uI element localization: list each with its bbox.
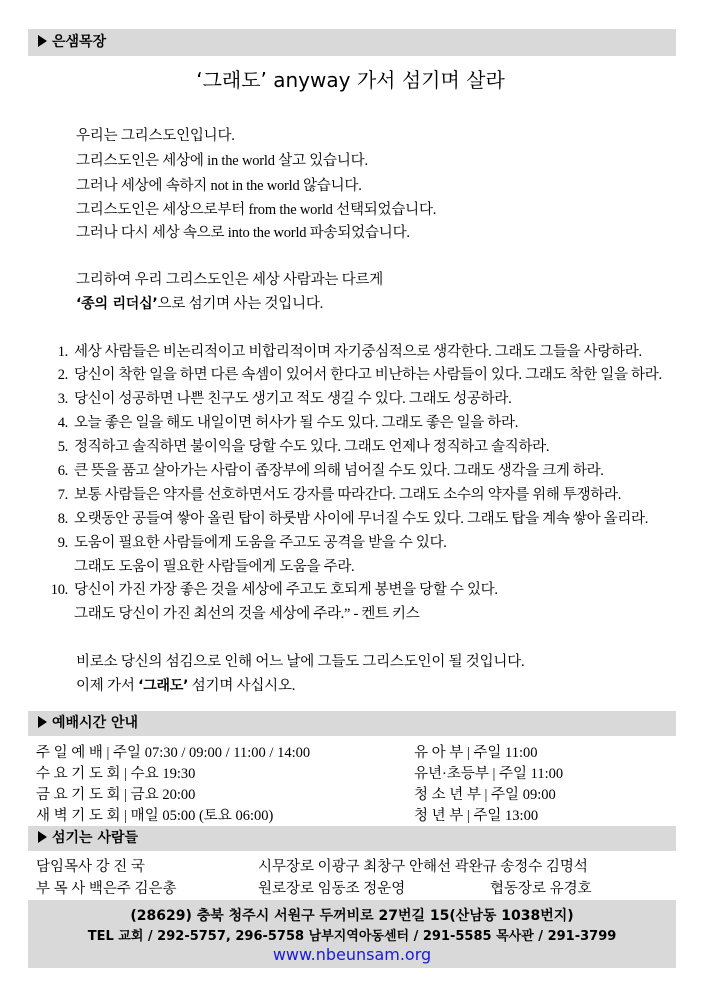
- list-number: 5.: [57, 439, 68, 455]
- anyway-bold: ‘그래도’: [138, 678, 189, 694]
- section-header-label: 예배시간 안내: [52, 715, 139, 731]
- triangle-bullet-icon: [38, 716, 47, 728]
- worship-young-adult: 청 년 부 | 주일 13:00: [414, 808, 539, 824]
- servant-leadership-bold: ‘종의 리더십’: [76, 296, 158, 312]
- list-number: 1.: [57, 344, 68, 360]
- worship-infant: 유 아 부 | 주일 11:00: [414, 745, 538, 761]
- section-header-worship: [28, 711, 676, 736]
- closing-line-1: 비로소 당신의 섬김으로 인해 어느 날에 그들도 그리스도인이 될 것입니다.: [76, 654, 525, 670]
- list-number: 8.: [57, 511, 68, 527]
- list-number: 7.: [57, 487, 68, 503]
- list-text: 당신이 착한 일을 하면 다른 속셈이 있어서 한다고 비난하는 사람들이 있다. 그래도 착한 일을 하라.: [74, 367, 662, 383]
- list-text: 도움이 필요한 사람들에게 도움을 주고도 공격을 받을 수 있다.: [74, 535, 447, 551]
- intro-line-4: 그리스도인은 세상으로부터 from the world 선택되었습니다.: [76, 202, 437, 218]
- closing-pre: 이제 가서: [76, 678, 139, 694]
- worship-wednesday: 수 요 기 도 회 | 수요 19:30: [36, 766, 196, 782]
- list-number: 10.: [50, 582, 68, 598]
- list-text: 당신이 가진 가장 좋은 것을 세상에 주고도 호되게 봉변을 당할 수 있다.: [74, 582, 498, 598]
- intro-line-1: 우리는 그리스도인입니다.: [76, 128, 235, 144]
- cooperating-elder: 협동장로 유경호: [490, 881, 592, 897]
- worship-dawn: 새 벽 기 도 회 | 매일 05:00 (토요 06:00): [36, 808, 274, 824]
- section-header-label: 은샘목장: [52, 34, 107, 50]
- worship-youth: 청 소 년 부 | 주일 09:00: [414, 787, 556, 803]
- list-text: 큰 뜻을 품고 살아가는 사람이 좁장부에 의해 넘어질 수도 있다. 그래도 생각을 크게 하라.: [74, 463, 604, 479]
- elders: 시무장로 이광구 최창구 안해선 곽완규 송정수 김명석: [258, 859, 588, 875]
- worship-children: 유년·초등부 | 주일 11:00: [414, 766, 564, 782]
- list-item: [46, 483, 621, 504]
- page-title: ‘그래도’ anyway 가서 섬기며 살라: [196, 68, 505, 92]
- closing-post: 섬기며 사십시오.: [188, 678, 296, 694]
- contact-footer: [28, 900, 676, 968]
- list-text: 당신이 성공하면 나쁜 친구도 생기고 적도 생길 수 있다. 그래도 성공하라.: [74, 391, 512, 407]
- list-item: [46, 340, 642, 361]
- list-text: 오랫동안 공들여 쌓아 올린 탑이 하룻밤 사이에 무너질 수도 있다. 그래도 탑을 계속 쌓아 올리라.: [74, 511, 649, 527]
- triangle-bullet-icon: [38, 35, 47, 47]
- list-item: [74, 602, 419, 623]
- section-header-servers: [28, 826, 676, 851]
- list-number: 9.: [57, 535, 68, 551]
- list-item: [46, 411, 518, 432]
- phone-numbers: TEL 교회 / 292-5757, 296-5758 남부지역아동센터 / 291-5585 목사관 / 291-3799: [87, 929, 617, 944]
- list-item: [46, 459, 604, 480]
- intro-line-5: 그러나 다시 세상 속으로 into the world 파송되었습니다.: [76, 225, 410, 241]
- intro-line-2: 그리스도인은 세상에 in the world 살고 있습니다.: [76, 153, 368, 169]
- para2-line-2: [76, 292, 323, 313]
- list-item: [46, 531, 447, 552]
- list-number: 6.: [57, 463, 68, 479]
- list-text: 보통 사람들은 약자를 선호하면서도 강자를 따라간다. 그래도 소수의 약자를 위해 투쟁하라.: [74, 487, 622, 503]
- list-item: [46, 507, 648, 528]
- address: (28629) 충북 청주시 서원구 두꺼비로 27번길 15(산남동 1038번지): [130, 908, 574, 924]
- list-item: [46, 435, 549, 456]
- list-text: 그래도 당신이 가진 최선의 것을 세상에 주라.” - 켄트 키스: [74, 606, 420, 622]
- list-item: [46, 363, 662, 384]
- list-number: 4.: [57, 415, 68, 431]
- senior-pastor: 담임목사 강 진 국: [36, 859, 145, 875]
- para2-rest: 으로 섬기며 사는 것입니다.: [157, 296, 324, 312]
- para2-line-1: 그리하여 우리 그리스도인은 세상 사람과는 다르게: [76, 272, 384, 288]
- list-number: 3.: [57, 391, 68, 407]
- list-text: 세상 사람들은 비논리적이고 비합리적이며 자기중심적으로 생각한다. 그래도 그들을 사랑하라.: [74, 344, 642, 360]
- worship-friday: 금 요 기 도 회 | 금요 20:00: [36, 787, 196, 803]
- elders-emeritus: 원로장로 임동조 정운영: [258, 881, 406, 897]
- list-text: 오늘 좋은 일을 해도 내일이면 허사가 될 수도 있다. 그래도 좋은 일을 하라.: [74, 415, 519, 431]
- triangle-bullet-icon: [38, 831, 47, 843]
- section-header-label: 섬기는 사람들: [52, 830, 139, 846]
- website-link[interactable]: www.nbeunsam.org: [272, 945, 432, 964]
- list-item: [46, 578, 498, 599]
- list-text: 정직하고 솔직하면 불이익을 당할 수도 있다. 그래도 언제나 정직하고 솔직하라.: [74, 439, 550, 455]
- intro-line-3: 그러나 세상에 속하지 not in the world 않습니다.: [76, 178, 362, 194]
- list-number: 2.: [57, 367, 68, 383]
- worship-sunday: 주 일 예 배 | 주일 07:30 / 09:00 / 11:00 / 14:00: [36, 745, 311, 761]
- list-item: [46, 387, 511, 408]
- list-text: 그래도 도움이 필요한 사람들에게 도움을 주라.: [74, 559, 355, 575]
- section-header-eunsam: [28, 29, 676, 56]
- closing-line-2: [76, 674, 295, 695]
- list-item: [74, 555, 354, 576]
- associate-pastors: 부 목 사 백은주 김은총: [36, 881, 177, 897]
